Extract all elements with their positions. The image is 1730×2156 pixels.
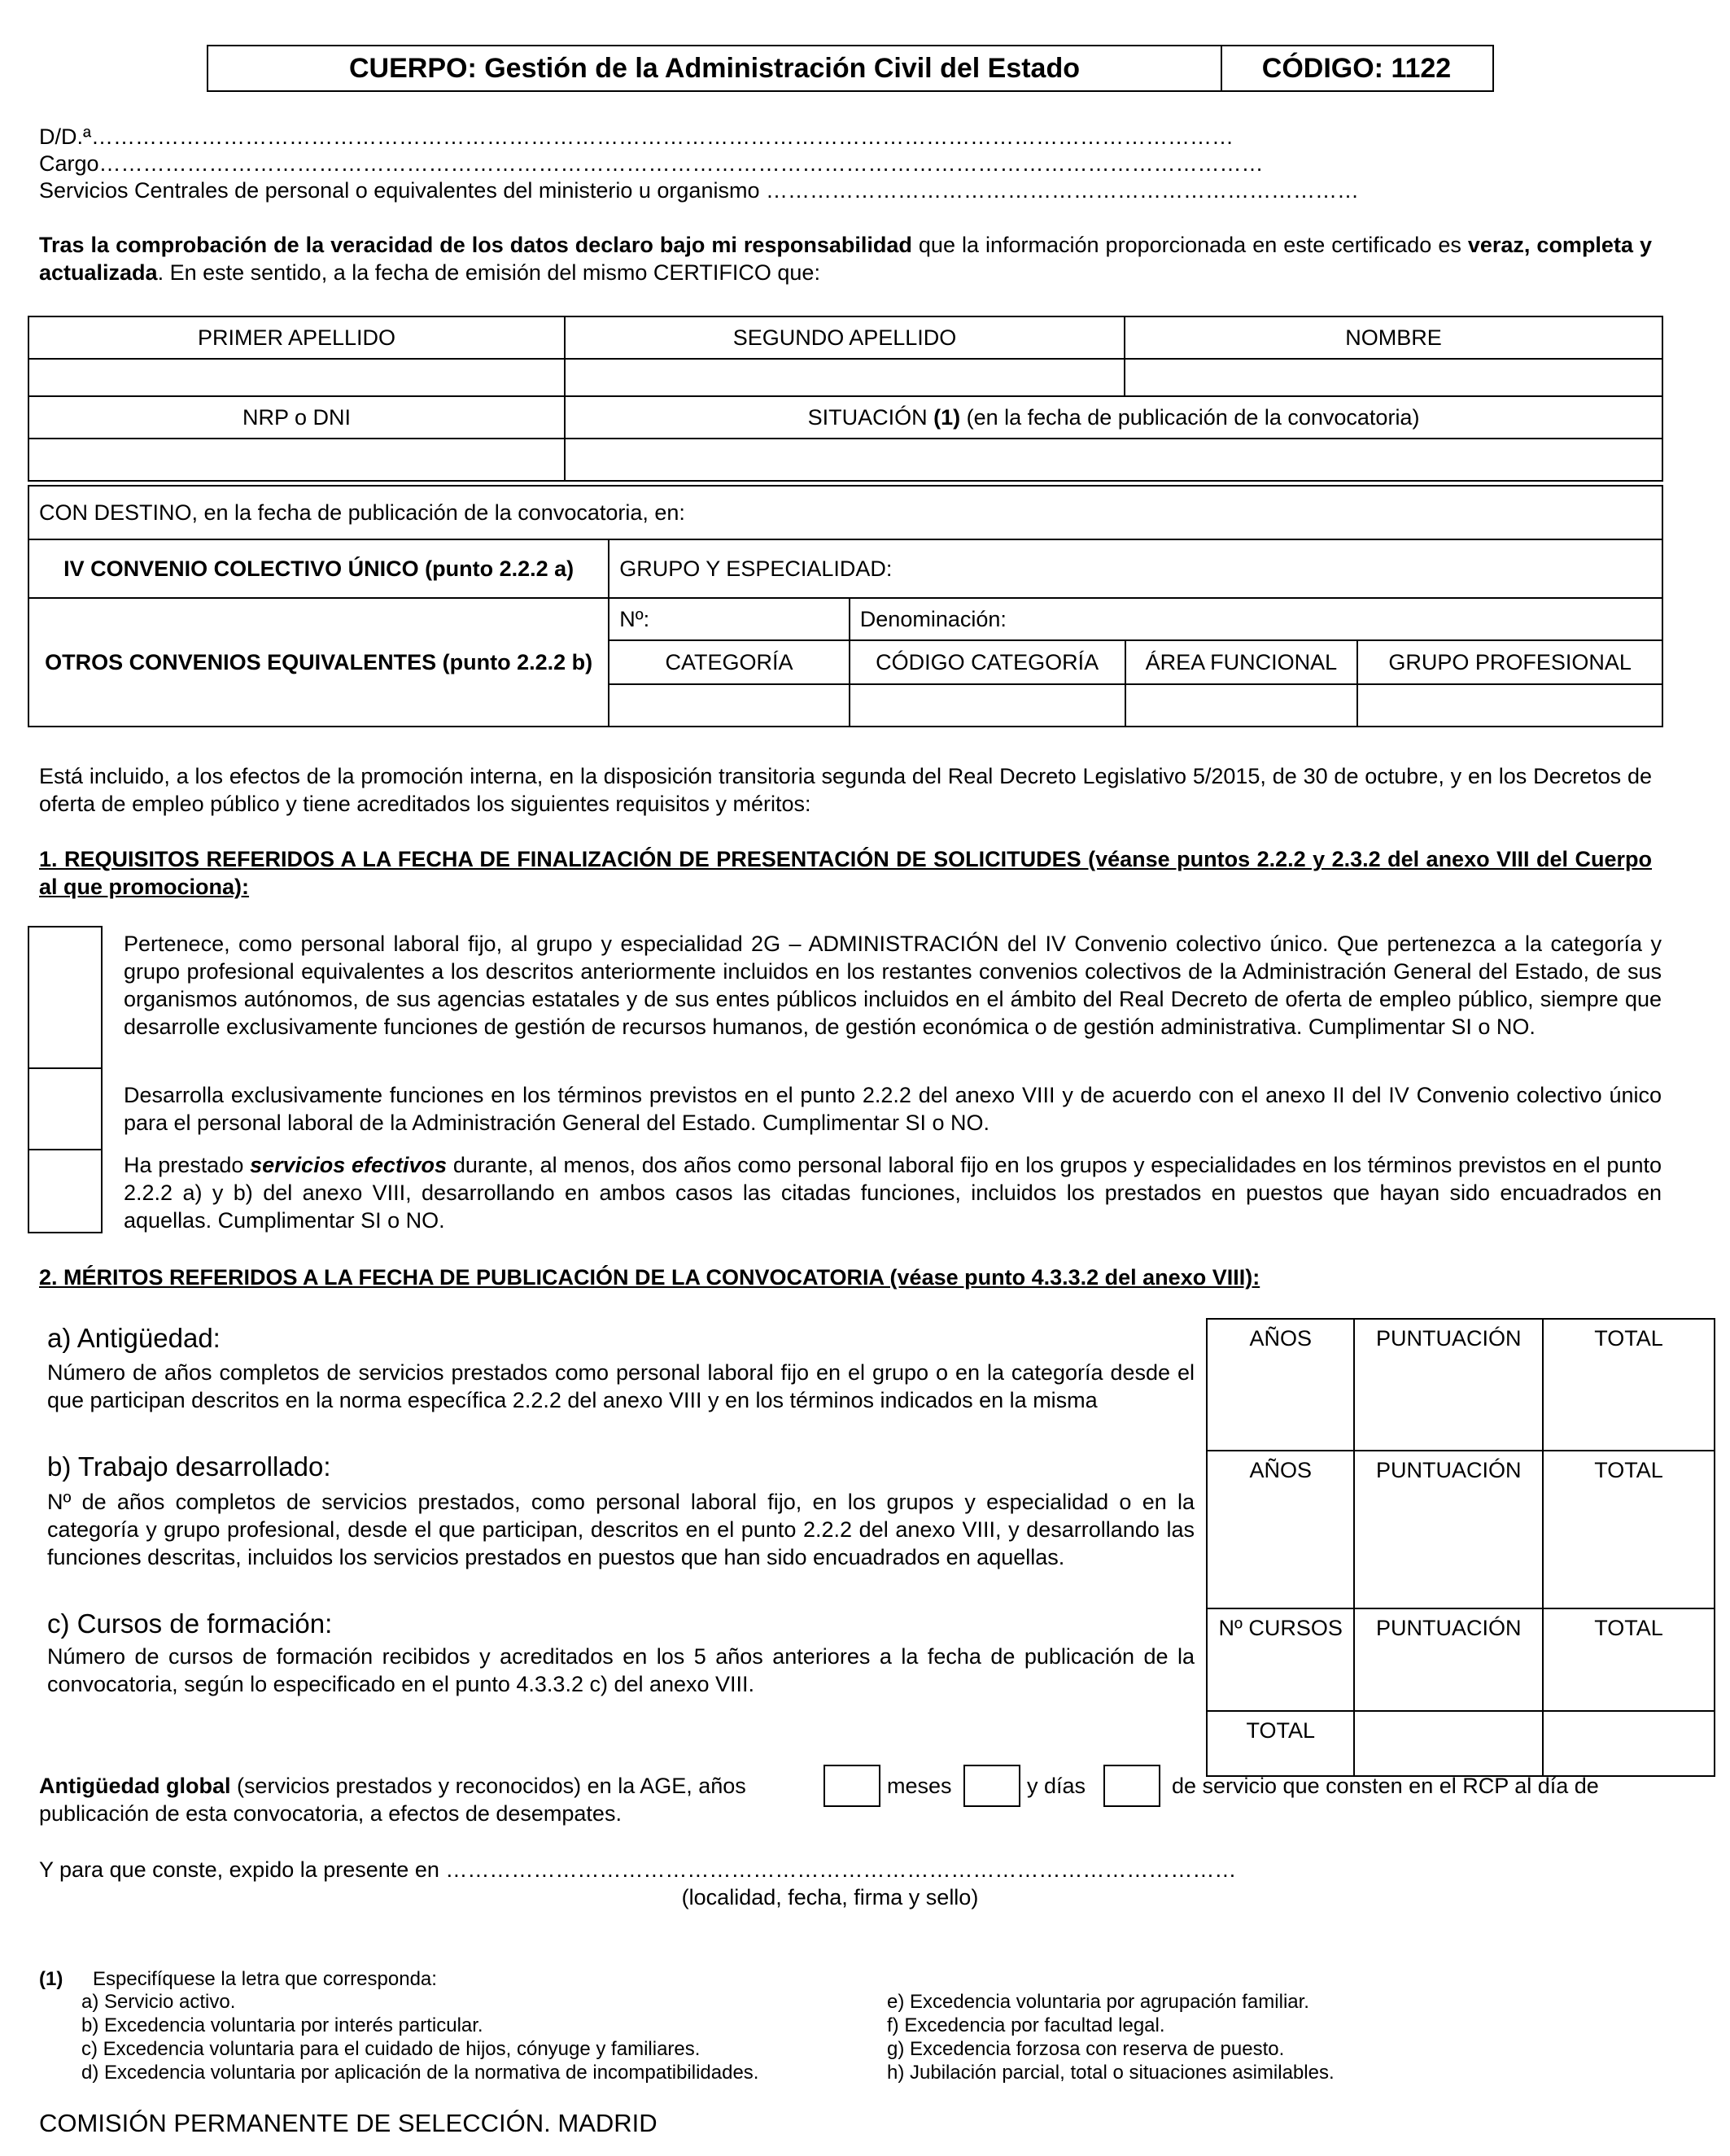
footnote-left-b: b) Excedencia voluntaria por interés particular.: [81, 2014, 483, 2036]
footnote-left-d: d) Excedencia voluntaria por aplicación de la normativa de incompatibilidades.: [81, 2062, 759, 2084]
requisito-3-a: Ha prestado: [124, 1153, 251, 1177]
field-nombre[interactable]: [1125, 359, 1662, 396]
cursos-total-label: TOTAL: [1594, 1616, 1663, 1640]
servicios-line[interactable]: Servicios Centrales de personal o equivalentes del ministerio u organismo ………………………………………………………………………: [39, 178, 1359, 203]
personal-data-table: [28, 316, 1663, 482]
dd-line[interactable]: D/D.ª…………………………………………………………………………………………………………………………………………: [39, 124, 1234, 149]
meritos-table: [1206, 1318, 1715, 1777]
footer-commission: COMISIÓN PERMANENTE DE SELECCIÓN. MADRID: [39, 2109, 657, 2137]
header-situacion: [565, 396, 1662, 439]
grupo-especialidad-field[interactable]: GRUPO Y ESPECIALIDAD:: [609, 539, 1662, 598]
requisito-2-box[interactable]: [28, 1066, 103, 1150]
header-area-funcional: ÁREA FUNCIONAL: [1125, 640, 1358, 684]
footnote-left-c: c) Excedencia voluntaria para el cuidado de hijos, cónyuge y familiares.: [81, 2038, 701, 2060]
footnote-right-e: e) Excedencia voluntaria por agrupación familiar.: [887, 1991, 1309, 2013]
trabajo-anos-label: AÑOS: [1249, 1458, 1312, 1482]
field-segundo-apellido[interactable]: [565, 359, 1125, 396]
incluido-paragraph: Está incluido, a los efectos de la promoción interna, en la disposición transitoria segunda del Real Decreto Legislativo 5/2015, de 30 de octubre, y en los Decretos de oferta de empleo público y tiene acreditados los siguientes requisitos y méritos:: [39, 764, 1652, 816]
header-categoria: CATEGORÍA: [609, 640, 850, 684]
cursos-text: Número de cursos de formación recibidos y acreditados en los 5 años anteriores a la fecha de publicación de la convocatoria, según lo especificado en el punto 4.3.3.2 c) del anexo VIII.: [47, 1644, 1195, 1696]
field-categoria[interactable]: [609, 684, 850, 727]
antiguedad-global-text-3: publicación de esta convocatoria, a efectos de desempates.: [39, 1801, 622, 1826]
cursos-numero-cell[interactable]: [1207, 1608, 1354, 1711]
form-title: CUERPO: Gestión de la Administración Civil del Estado: [208, 46, 1222, 90]
total-label: TOTAL: [1246, 1718, 1315, 1743]
trabajo-anos-cell[interactable]: [1207, 1451, 1354, 1608]
declaration-bold-1: Tras la comprobación de la veracidad de los datos declaro bajo mi responsabilidad: [39, 233, 912, 257]
requisitos-heading: 1. REQUISITOS REFERIDOS A LA FECHA DE FINALIZACIÓN DE PRESENTACIÓN DE SOLICITUDES (véanse puntos 2.2.2 y 2.3.2 del anexo VIII del Cuerpo al que promociona):: [39, 847, 1652, 899]
antiguedad-global-bold: Antigüedad global: [39, 1774, 231, 1798]
field-nrp-dni[interactable]: [28, 439, 565, 481]
form-code: CÓDIGO: 1122: [1261, 53, 1452, 84]
requisito-3-box[interactable]: [28, 1149, 103, 1233]
cursos-numero-label: Nº CURSOS: [1218, 1616, 1343, 1640]
meritos-heading: 2. MÉRITOS REFERIDOS A LA FECHA DE PUBLICACIÓN DE LA CONVOCATORIA (véase punto 4.3.3.2 del anexo VIII):: [39, 1265, 1260, 1290]
requisito-3-text: [124, 1151, 1662, 1234]
antiguedad-text: Número de años completos de servicios prestados como personal laboral fijo en el grupo o en la categoría desde el que participan descritos en la norma específica 2.2.2 del anexo VIII y en los términos indicados en la misma: [47, 1360, 1195, 1412]
footnote-right-h: h) Jubilación parcial, total o situaciones asimilables.: [887, 2062, 1335, 2084]
footnote-intro: Especifíquese la letra que corresponda:: [93, 1968, 437, 1990]
requisito-1-box[interactable]: [28, 926, 103, 1069]
header-codigo-categoria: CÓDIGO CATEGORÍA: [850, 640, 1125, 684]
header-segundo-apellido: SEGUNDO APELLIDO: [565, 316, 1125, 359]
requisito-1-text: Pertenece, como personal laboral fijo, al grupo y especialidad 2G – ADMINISTRACIÓN del IV Convenio colectivo único. Que pertenezca a la categoría y grupo profesional equivalentes a los descritos anteriormente incluidos en los restantes convenios colectivos de la Administración General del Estado, de sus organismos autónomos, de sus agencias estatales y de sus entes públicos incluidos en el ámbito del Real Decreto de oferta de empleo público, siempre que desarrolle exclusivamente funciones de gestión de recursos humanos, de gestión económica o de gestión administrativa. Cumplimentar SI o NO.: [124, 932, 1662, 1039]
declaration-bold-2: veraz, completa y actualizada: [39, 233, 1652, 285]
trabajo-text: Nº de años completos de servicios prestados, como personal laboral fijo, en los grupos y especialidad o en la categoría y grupo profesional, desde el que participan, descritos en el punto 2.2.2 del anexo VIII, y desarrollando las funciones descritas, incluidos los servicios prestados en puestos que han sido encuadrados en aquellas.: [47, 1490, 1195, 1569]
header-box: [207, 45, 1494, 92]
cursos-puntuacion-cell[interactable]: [1354, 1608, 1543, 1711]
declaration-text-2: . En este sentido, a la fecha de emisión del mismo CERTIFICO que:: [157, 260, 820, 285]
header-grupo-profesional: GRUPO PROFESIONAL: [1357, 640, 1662, 684]
antiguedad-total-cell[interactable]: [1543, 1319, 1715, 1451]
footnote-mark: (1): [39, 1968, 63, 1990]
trabajo-total-cell[interactable]: [1543, 1451, 1715, 1608]
field-codigo-categoria[interactable]: [850, 684, 1125, 727]
situacion-footnote-ref: (1): [933, 404, 961, 430]
antiguedad-anos-cell[interactable]: [1207, 1319, 1354, 1451]
antiguedad-anos-label: AÑOS: [1249, 1326, 1312, 1351]
total-label-cell: [1207, 1711, 1354, 1776]
total-puntuacion-cell[interactable]: [1354, 1711, 1543, 1776]
con-destino-label: CON DESTINO, en la fecha de publicación de la convocatoria, en:: [28, 486, 1662, 539]
antiguedad-title: a) Antigüedad:: [47, 1323, 221, 1353]
antiguedad-puntuacion-cell[interactable]: [1354, 1319, 1543, 1451]
total-total-cell[interactable]: [1543, 1711, 1715, 1776]
declaration: [39, 231, 1652, 286]
meses-input[interactable]: [963, 1765, 1020, 1807]
anos-input[interactable]: [823, 1765, 880, 1807]
cursos-puntuacion-label: PUNTUACIÓN: [1375, 1616, 1522, 1640]
trabajo-title: b) Trabajo desarrollado:: [47, 1451, 331, 1482]
requisito-2-text: Desarrolla exclusivamente funciones en los términos previstos en el punto 2.2.2 del anexo VIII y de acuerdo con el anexo II del IV Convenio colectivo único para el personal laboral de la Administración General del Estado. Cumplimentar SI o NO.: [124, 1083, 1662, 1135]
dias-input[interactable]: [1103, 1765, 1160, 1807]
dias-label: y días: [1027, 1774, 1086, 1798]
meses-label: meses: [887, 1774, 952, 1798]
expido-line[interactable]: Y para que conste, expido la presente en ………………………………………………………………………………………………: [39, 1857, 1237, 1882]
header-nombre: NOMBRE: [1125, 316, 1662, 359]
destino-table: [28, 485, 1663, 727]
field-grupo-profesional[interactable]: [1357, 684, 1662, 727]
field-area-funcional[interactable]: [1125, 684, 1358, 727]
antiguedad-global-label: [39, 1774, 746, 1799]
antiguedad-total-label: TOTAL: [1594, 1326, 1663, 1351]
antiguedad-global-text: (servicios prestados y reconocidos) en la AGE, años: [230, 1774, 746, 1798]
header-primer-apellido: PRIMER APELLIDO: [28, 316, 565, 359]
expido-sub: (localidad, fecha, firma y sello): [681, 1885, 979, 1909]
requisito-3-c: durante, al menos, dos años como personal laboral fijo en los grupos y especialidades en los términos previstos en el punto 2.2.2 a) y b) del anexo VIII, desarrollando en ambos casos las citadas funciones, incluidos los prestados en puestos que hayan sido encuadrados en aquellas. Cumplimentar SI o NO.: [124, 1153, 1662, 1233]
footnote-left-a: a) Servicio activo.: [81, 1991, 236, 2013]
denominacion-field[interactable]: Denominación:: [850, 598, 1662, 640]
cursos-total-cell[interactable]: [1543, 1608, 1715, 1711]
trabajo-puntuacion-cell[interactable]: [1354, 1451, 1543, 1608]
situacion-note: (en la fecha de publicación de la convocatoria): [960, 404, 1420, 430]
field-primer-apellido[interactable]: [28, 359, 565, 396]
situacion-label: SITUACIÓN: [807, 404, 934, 430]
cargo-line[interactable]: Cargo……………………………………………………………………………………………………………………………………………: [39, 151, 1264, 176]
numero-field[interactable]: Nº:: [609, 598, 850, 640]
field-situacion[interactable]: [565, 439, 1662, 481]
antiguedad-global-text-2: de servicio que consten en el RCP al día de: [1172, 1774, 1599, 1798]
requisito-3-b: servicios efectivos: [250, 1153, 448, 1177]
footnote-right-g: g) Excedencia forzosa con reserva de puesto.: [887, 2038, 1285, 2060]
footnote-right-f: f) Excedencia por facultad legal.: [887, 2014, 1165, 2036]
antiguedad-puntuacion-label: PUNTUACIÓN: [1375, 1326, 1522, 1351]
trabajo-total-label: TOTAL: [1594, 1458, 1663, 1482]
cursos-title: c) Cursos de formación:: [47, 1608, 333, 1639]
trabajo-puntuacion-label: PUNTUACIÓN: [1375, 1458, 1522, 1482]
iv-convenio-label: IV CONVENIO COLECTIVO ÚNICO (punto 2.2.2 a): [28, 539, 609, 598]
header-nrp-dni: NRP o DNI: [28, 396, 565, 439]
otros-convenios-label: OTROS CONVENIOS EQUIVALENTES (punto 2.2.2 b): [28, 598, 609, 727]
declaration-text-1: que la información proporcionada en este certificado es: [911, 233, 1468, 257]
